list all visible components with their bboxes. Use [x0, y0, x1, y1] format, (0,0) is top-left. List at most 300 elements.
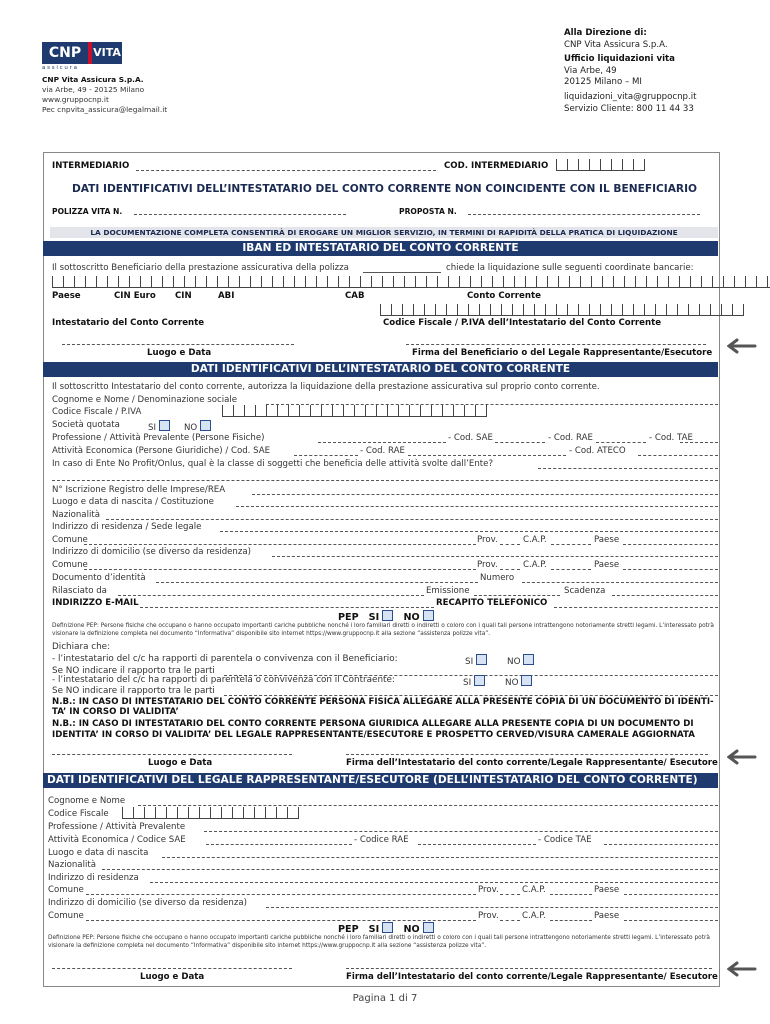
- s2-societa-label: Società quotata: [52, 420, 120, 430]
- char-box[interactable]: [558, 276, 569, 288]
- char-box[interactable]: [74, 276, 85, 288]
- s3-cap-label: C.A.P.: [522, 885, 546, 895]
- cod-intermediario-boxes[interactable]: [556, 159, 645, 171]
- char-box[interactable]: [327, 276, 338, 288]
- char-box[interactable]: [481, 276, 492, 288]
- char-box[interactable]: [453, 405, 464, 417]
- s2-pep-definition: Definizione PEP: Persone fisiche che occupano o hanno occupato importanti cariche pubbliche nonché i loro familiari diretti o indiretti o coloro con i quali tali persone intrattengono notoriamente stretti legami. L’interessato potrà visionare la definizione completa nel documento “Informativa” disponibile sito internet https://www.gruppocnp.it alla sezione “assistenza polizze vita”.: [52, 623, 714, 637]
- s3-cap-field[interactable]: [550, 894, 592, 895]
- proposta-field[interactable]: [468, 214, 700, 215]
- char-box[interactable]: [556, 304, 567, 316]
- char-box[interactable]: [255, 405, 266, 417]
- char-box[interactable]: [173, 276, 184, 288]
- s2-title-bar: DATI IDENTIFICATIVI DELL’INTESTATARIO DEL CONTO CORRENTE: [43, 362, 718, 377]
- char-box[interactable]: [622, 304, 633, 316]
- char-box[interactable]: [310, 405, 321, 417]
- s3-comune-field[interactable]: [86, 894, 476, 895]
- char-box[interactable]: [239, 276, 250, 288]
- s3-pep-label: PEP: [338, 924, 359, 935]
- char-box[interactable]: [413, 304, 424, 316]
- char-box[interactable]: [210, 807, 221, 819]
- recipient-line: Servizio Cliente: 800 11 44 33: [564, 103, 694, 114]
- s2-nascita-label: Luogo e data di nascita / Costituzione: [52, 497, 214, 507]
- s2-codsae-label: - Cod. SAE: [448, 433, 493, 443]
- char-box[interactable]: [734, 276, 745, 288]
- char-box[interactable]: [122, 807, 133, 819]
- char-box[interactable]: [155, 807, 166, 819]
- char-box[interactable]: [644, 304, 655, 316]
- char-box[interactable]: [420, 405, 431, 417]
- s2-luogo-label: Luogo e Data: [148, 758, 213, 768]
- char-box[interactable]: [244, 405, 255, 417]
- s3-firma-label: Firma dell’Intestatario del conto corrente/Legale Rappresentante/ Esecutore: [346, 972, 718, 982]
- char-box[interactable]: [424, 304, 435, 316]
- char-box[interactable]: [589, 159, 600, 171]
- luogo-field[interactable]: [62, 344, 294, 345]
- char-box[interactable]: [514, 276, 525, 288]
- s2-paese-field[interactable]: [623, 544, 718, 545]
- s2-paese2-label: Paese: [594, 560, 620, 570]
- s3-luogo-field[interactable]: [52, 968, 292, 969]
- char-box[interactable]: [243, 807, 254, 819]
- char-box[interactable]: [343, 405, 354, 417]
- s2-rapp1-no-checkbox[interactable]: [523, 654, 534, 665]
- char-box[interactable]: [294, 276, 305, 288]
- s3-prov2-field[interactable]: [500, 920, 520, 921]
- char-box[interactable]: [446, 304, 457, 316]
- char-box[interactable]: [228, 276, 239, 288]
- s2-prov-label: Prov.: [477, 535, 498, 545]
- char-box[interactable]: [162, 276, 173, 288]
- char-box[interactable]: [512, 304, 523, 316]
- char-box[interactable]: [371, 276, 382, 288]
- char-box[interactable]: [349, 276, 360, 288]
- char-box[interactable]: [723, 276, 734, 288]
- char-box[interactable]: [556, 159, 567, 171]
- s2-codtae-field[interactable]: [680, 442, 718, 443]
- s2-rilasciato-field[interactable]: [118, 595, 424, 596]
- char-box[interactable]: [613, 276, 624, 288]
- char-box[interactable]: [600, 159, 611, 171]
- s2-email-field[interactable]: [140, 607, 434, 608]
- char-box[interactable]: [332, 405, 343, 417]
- char-box[interactable]: [316, 276, 327, 288]
- s3-domicilio-label: Indirizzo di domicilio (se diverso da residenza): [48, 898, 248, 908]
- s2-si-label: SI: [148, 423, 156, 433]
- char-box[interactable]: [459, 276, 470, 288]
- arrow-left-icon: [727, 748, 757, 766]
- char-box[interactable]: [442, 405, 453, 417]
- char-box[interactable]: [523, 304, 534, 316]
- s2-societa-si-checkbox[interactable]: [159, 420, 170, 431]
- char-box[interactable]: [85, 276, 96, 288]
- s2-professione-field[interactable]: [318, 442, 446, 443]
- char-box[interactable]: [470, 276, 481, 288]
- char-box[interactable]: [107, 276, 118, 288]
- s2-codrae-field[interactable]: [596, 442, 646, 443]
- s3-pep-no-checkbox[interactable]: [423, 922, 434, 933]
- s2-paese2-field[interactable]: [623, 569, 718, 570]
- char-box[interactable]: [701, 276, 712, 288]
- codfisc-boxes[interactable]: [380, 304, 744, 316]
- char-box[interactable]: [305, 276, 316, 288]
- abi-label: ABI: [218, 291, 235, 301]
- char-box[interactable]: [426, 276, 437, 288]
- s2-firma-field[interactable]: [346, 754, 708, 755]
- char-box[interactable]: [578, 304, 589, 316]
- recipient-line: Via Arbe, 49: [564, 65, 617, 76]
- char-box[interactable]: [624, 276, 635, 288]
- s3-attivita-field[interactable]: [206, 844, 352, 845]
- codfisc-label: Codice Fiscale / P.IVA dell’Intestatario del Conto Corrente: [383, 318, 662, 328]
- char-box[interactable]: [567, 304, 578, 316]
- char-box[interactable]: [233, 405, 244, 417]
- s2-seno2-label: Se NO indicare il rapporto tra le parti: [52, 686, 215, 696]
- char-box[interactable]: [265, 807, 276, 819]
- s3-nazionalita-field[interactable]: [102, 869, 718, 870]
- polizza-field[interactable]: [134, 214, 346, 215]
- s2-prov2-label: Prov.: [477, 560, 498, 570]
- char-box[interactable]: [475, 405, 487, 417]
- s2-rea-field[interactable]: [252, 494, 718, 495]
- char-box[interactable]: [144, 807, 155, 819]
- char-box[interactable]: [288, 405, 299, 417]
- s3-nascita-label: Luogo e data di nascita: [48, 848, 149, 858]
- s2-comune-label: Comune: [52, 535, 88, 545]
- s2-codrae2-label: - Cod. RAE: [360, 446, 405, 456]
- s2-ente-field[interactable]: [538, 468, 718, 469]
- char-box[interactable]: [299, 405, 310, 417]
- logo-vita: VITA: [92, 42, 122, 64]
- char-box[interactable]: [591, 276, 602, 288]
- s2-nb1: N.B.: IN CASO DI INTESTATARIO DEL CONTO CORRENTE PERSONA FISICA ALLEGARE ALLA PRESENTE COPIA DI UN DOCUMENTO DI IDENTI-: [52, 697, 714, 707]
- s3-pep-si-label: SI: [368, 924, 380, 935]
- s3-codfisc-label: Codice Fiscale: [48, 809, 109, 819]
- s2-cap2-label: C.A.P.: [523, 560, 547, 570]
- s2-numero-field[interactable]: [522, 582, 718, 583]
- char-box[interactable]: [166, 807, 177, 819]
- char-box[interactable]: [188, 807, 199, 819]
- char-box[interactable]: [287, 807, 299, 819]
- s2-documento-field[interactable]: [156, 582, 478, 583]
- s2-rapp1-si-label: SI: [465, 657, 474, 667]
- s3-professione-field[interactable]: [204, 831, 718, 832]
- s2-comune-field[interactable]: [84, 544, 476, 545]
- char-box[interactable]: [633, 159, 645, 171]
- char-box[interactable]: [272, 276, 283, 288]
- char-box[interactable]: [409, 405, 420, 417]
- char-box[interactable]: [254, 807, 265, 819]
- char-box[interactable]: [479, 304, 490, 316]
- char-box[interactable]: [688, 304, 699, 316]
- char-box[interactable]: [437, 276, 448, 288]
- company-name: CNP Vita Assicura S.p.A.: [42, 75, 144, 84]
- char-box[interactable]: [589, 304, 600, 316]
- s2-residenza-label: Indirizzo di residenza / Sede legale: [52, 522, 202, 532]
- s2-rapp1-no: [507, 654, 534, 668]
- char-box[interactable]: [387, 405, 398, 417]
- char-box[interactable]: [232, 807, 243, 819]
- s2-pep-si-label: SI: [368, 612, 380, 623]
- intermediario-label: INTERMEDIARIO: [52, 161, 130, 171]
- s2-seno2-field[interactable]: [224, 695, 718, 696]
- iban-boxes[interactable]: [52, 276, 770, 288]
- char-box[interactable]: [712, 276, 723, 288]
- section-title: DATI IDENTIFICATIVI DELL’INTESTATARIO DEL CONTO CORRENTE NON COINCIDENTE CON IL BENEFICIARIO: [72, 183, 698, 195]
- char-box[interactable]: [679, 276, 690, 288]
- char-box[interactable]: [611, 304, 622, 316]
- company-web: www.gruppocnp.it: [42, 95, 109, 104]
- s2-codsae-field[interactable]: [495, 442, 545, 443]
- char-box[interactable]: [547, 276, 558, 288]
- s2-ente-field-2[interactable]: [52, 480, 718, 481]
- char-box[interactable]: [63, 276, 74, 288]
- s2-rapp2-no: [505, 675, 532, 689]
- char-box[interactable]: [536, 276, 547, 288]
- char-box[interactable]: [501, 304, 512, 316]
- firma-field[interactable]: [406, 344, 706, 345]
- s2-no-label: NO: [184, 423, 198, 433]
- char-box[interactable]: [133, 807, 144, 819]
- s2-numero-label: Numero: [480, 573, 515, 583]
- char-box[interactable]: [402, 304, 413, 316]
- char-box[interactable]: [464, 405, 475, 417]
- s2-rapp2-label: - l’intestatario del c/c ha rapporti di parentela o convivenza con il Contraente:: [52, 675, 395, 685]
- char-box[interactable]: [376, 405, 387, 417]
- s3-codfisc-boxes[interactable]: [122, 807, 299, 819]
- s2-prov-field[interactable]: [500, 544, 520, 545]
- char-box[interactable]: [338, 276, 349, 288]
- s3-comune2-field[interactable]: [86, 920, 476, 921]
- s2-pep-si-checkbox[interactable]: [382, 610, 393, 621]
- s2-rapp2-no-checkbox[interactable]: [521, 675, 532, 686]
- s2-rilasciato-label: Rilasciato da: [52, 586, 107, 596]
- char-box[interactable]: [360, 276, 371, 288]
- logo: [42, 42, 120, 72]
- s3-professione-label: Professione / Attività Prevalente: [48, 822, 186, 832]
- s2-telefono-field[interactable]: [554, 607, 718, 608]
- recipient-line: liquidazioni_vita@gruppocnp.it: [564, 91, 697, 102]
- char-box[interactable]: [404, 276, 415, 288]
- char-box[interactable]: [732, 304, 744, 316]
- s2-scadenza-field[interactable]: [612, 595, 718, 596]
- char-box[interactable]: [393, 276, 404, 288]
- s3-prov-field[interactable]: [500, 894, 520, 895]
- s2-attivita-field[interactable]: [294, 455, 358, 456]
- s3-nazionalita-label: Nazionalità: [48, 860, 96, 870]
- char-box[interactable]: [635, 276, 646, 288]
- s3-domicilio-field[interactable]: [266, 907, 718, 908]
- s3-prov-label: Prov.: [478, 885, 499, 895]
- char-box[interactable]: [52, 276, 63, 288]
- char-box[interactable]: [391, 304, 402, 316]
- s3-codtae-field[interactable]: [604, 844, 718, 845]
- char-box[interactable]: [222, 405, 233, 417]
- char-box[interactable]: [321, 405, 332, 417]
- char-box[interactable]: [611, 159, 622, 171]
- char-box[interactable]: [96, 276, 107, 288]
- iban-title-bar: IBAN ED INTESTATARIO DEL CONTO CORRENTE: [43, 241, 718, 256]
- s2-rapp1-si-checkbox[interactable]: [476, 654, 487, 665]
- s3-paese2-field[interactable]: [624, 920, 718, 921]
- s2-dichiara-label: Dichiara che:: [52, 642, 111, 652]
- s3-nascita-field[interactable]: [162, 857, 718, 858]
- s2-emissione-field[interactable]: [474, 595, 560, 596]
- s2-luogo-field[interactable]: [52, 754, 292, 755]
- char-box[interactable]: [646, 276, 657, 288]
- s3-prov2-label: Prov.: [478, 911, 499, 921]
- s3-pep-si-checkbox[interactable]: [382, 922, 393, 933]
- char-box[interactable]: [415, 276, 426, 288]
- s2-cap2-field[interactable]: [551, 569, 591, 570]
- char-box[interactable]: [250, 276, 261, 288]
- s2-nazionalita-field[interactable]: [106, 519, 718, 520]
- s3-cap2-label: C.A.P.: [522, 911, 546, 921]
- firma-label: Firma del Beneficiario o del Legale Rappresentante/Esecutore: [412, 348, 713, 358]
- s2-nascita-field[interactable]: [236, 506, 718, 507]
- char-box[interactable]: [448, 276, 459, 288]
- s3-firma-field[interactable]: [346, 968, 712, 969]
- company-address: via Arbe, 49 - 20125 Milano: [42, 85, 145, 94]
- s2-pep-label: PEP: [338, 612, 359, 623]
- s3-pep-no-label: NO: [403, 924, 420, 935]
- char-box[interactable]: [276, 807, 287, 819]
- s3-codrae-label: - Codice RAE: [354, 835, 409, 845]
- s3-paese-field[interactable]: [624, 894, 718, 895]
- char-box[interactable]: [382, 276, 393, 288]
- char-box[interactable]: [690, 276, 701, 288]
- recipient-line: Ufficio liquidazioni vita: [564, 54, 675, 65]
- char-box[interactable]: [503, 276, 514, 288]
- char-box[interactable]: [657, 276, 668, 288]
- proposta-label: PROPOSTA N.: [399, 207, 457, 216]
- char-box[interactable]: [756, 276, 767, 288]
- char-box[interactable]: [699, 304, 710, 316]
- char-box[interactable]: [677, 304, 688, 316]
- intermediario-field[interactable]: [136, 170, 436, 171]
- char-box[interactable]: [380, 304, 391, 316]
- s3-residenza-label: Indirizzo di residenza: [48, 873, 139, 883]
- s2-rapp2-si-checkbox[interactable]: [474, 675, 485, 686]
- char-box[interactable]: [710, 304, 721, 316]
- char-box[interactable]: [129, 276, 140, 288]
- s2-codtae-label: - Cod. TAE: [649, 433, 693, 443]
- s2-codrae2-field[interactable]: [408, 455, 566, 456]
- char-box[interactable]: [721, 304, 732, 316]
- char-box[interactable]: [567, 159, 578, 171]
- char-box[interactable]: [206, 276, 217, 288]
- char-box[interactable]: [468, 304, 479, 316]
- arrow-left-icon: [727, 337, 757, 355]
- cin-label: CIN: [175, 291, 192, 301]
- luogo-label: Luogo e Data: [147, 348, 212, 358]
- s2-codrae-label: - Cod. RAE: [548, 433, 593, 443]
- iban-intro-b: chiede la liquidazione sulle seguenti coordinate bancarie:: [446, 263, 694, 273]
- s2-nb2: N.B.: IN CASO DI INTESTATARIO DEL CONTO CORRENTE PERSONA GIURIDICA ALLEGARE ALLA PRESENTE COPIA DI UN DOCUMENTO DI: [52, 719, 694, 729]
- char-box[interactable]: [545, 304, 556, 316]
- char-box[interactable]: [177, 807, 188, 819]
- s3-cognome-field[interactable]: [138, 805, 718, 806]
- char-box[interactable]: [277, 405, 288, 417]
- recipient-line: CNP Vita Assicura S.p.A.: [564, 39, 668, 50]
- s2-codfisc-label: Codice Fiscale / P.IVA: [52, 407, 142, 417]
- char-box[interactable]: [221, 807, 232, 819]
- char-box[interactable]: [184, 276, 195, 288]
- char-box[interactable]: [140, 276, 151, 288]
- s3-comune2-label: Comune: [48, 911, 84, 921]
- s2-rapp2-no-label: NO: [505, 678, 519, 688]
- s3-residenza-field[interactable]: [150, 882, 718, 883]
- char-box[interactable]: [492, 276, 503, 288]
- char-box[interactable]: [283, 276, 294, 288]
- s2-cap-field[interactable]: [551, 544, 591, 545]
- char-box[interactable]: [195, 276, 206, 288]
- char-box[interactable]: [580, 276, 591, 288]
- s2-rapp2-si: [463, 675, 485, 689]
- char-box[interactable]: [534, 304, 545, 316]
- s2-societa-no-checkbox[interactable]: [200, 420, 211, 431]
- char-box[interactable]: [354, 405, 365, 417]
- s2-documento-label: Documento d’identità: [52, 573, 146, 583]
- char-box[interactable]: [569, 276, 580, 288]
- char-box[interactable]: [622, 159, 633, 171]
- char-box[interactable]: [633, 304, 644, 316]
- s2-domicilio-field[interactable]: [272, 556, 718, 557]
- s2-pep-no-checkbox[interactable]: [423, 610, 434, 621]
- s3-paese2-label: Paese: [594, 911, 620, 921]
- char-box[interactable]: [602, 276, 613, 288]
- s3-luogo-label: Luogo e Data: [140, 972, 205, 982]
- char-box[interactable]: [745, 276, 756, 288]
- s2-ateco-field[interactable]: [638, 455, 718, 456]
- char-box[interactable]: [217, 276, 228, 288]
- logo-cnp: CNP: [42, 42, 88, 64]
- char-box[interactable]: [431, 405, 442, 417]
- s3-paese-label: Paese: [594, 885, 620, 895]
- char-box[interactable]: [668, 276, 679, 288]
- cin-euro-label: CIN Euro: [114, 291, 156, 301]
- paese-label: Paese: [52, 291, 81, 301]
- char-box[interactable]: [266, 405, 277, 417]
- char-box[interactable]: [261, 276, 272, 288]
- s2-residenza-field[interactable]: [220, 531, 718, 532]
- polizza-label: POLIZZA VITA N.: [52, 207, 123, 216]
- logo-assicura: a s s i c u r a: [42, 65, 78, 71]
- char-box[interactable]: [199, 807, 210, 819]
- char-box[interactable]: [490, 304, 501, 316]
- s2-prov2-field[interactable]: [500, 569, 520, 570]
- s2-codfisc-boxes[interactable]: [222, 405, 487, 417]
- iban-polizza-field[interactable]: [363, 272, 441, 273]
- char-box[interactable]: [655, 304, 666, 316]
- s2-domicilio-label: Indirizzo di domicilio (se diverso da residenza): [52, 547, 252, 557]
- char-box[interactable]: [666, 304, 677, 316]
- s3-codrae-field[interactable]: [418, 844, 536, 845]
- char-box[interactable]: [457, 304, 468, 316]
- s2-paese-label: Paese: [594, 535, 620, 545]
- char-box[interactable]: [600, 304, 611, 316]
- char-box[interactable]: [151, 276, 162, 288]
- char-box[interactable]: [398, 405, 409, 417]
- s3-cap2-field[interactable]: [550, 920, 592, 921]
- char-box[interactable]: [525, 276, 536, 288]
- char-box[interactable]: [365, 405, 376, 417]
- s2-comune2-field[interactable]: [84, 569, 476, 570]
- char-box[interactable]: [435, 304, 446, 316]
- s3-title-bar: DATI IDENTIFICATIVI DEL LEGALE RAPPRESENTANTE/ESECUTORE (DELL’INTESTATARIO DEL CONTO CORRENTE): [43, 773, 718, 788]
- char-box[interactable]: [118, 276, 129, 288]
- char-box[interactable]: [578, 159, 589, 171]
